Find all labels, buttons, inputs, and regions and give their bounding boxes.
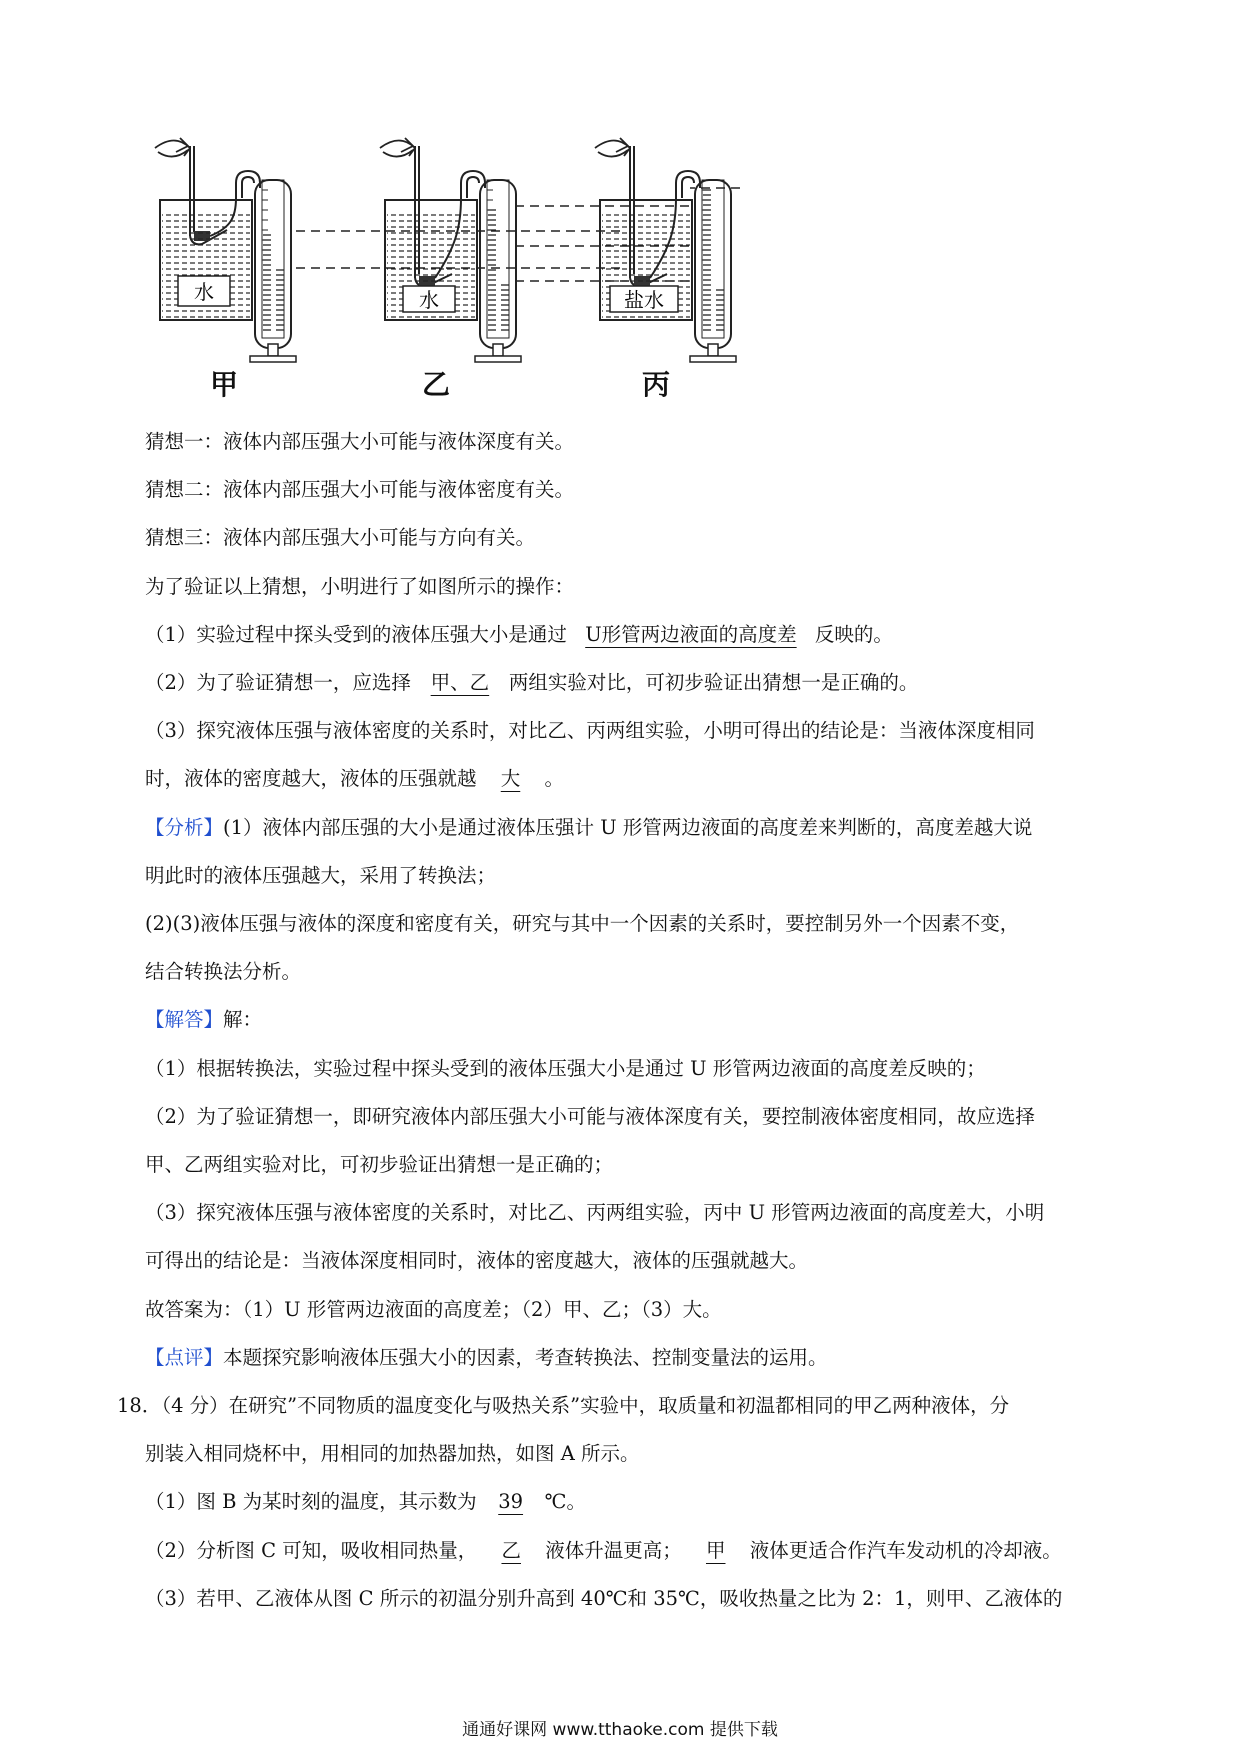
question-1: （1）实验过程中探头受到的液体压强大小是通过 U形管两边液面的高度差 反映的。 — [145, 611, 1135, 659]
question-18-line-2: 别装入相同烧杯中，用相同的加热器加热，如图 A 所示。 — [145, 1442, 640, 1466]
answer-line-1: （1）根据转换法，实验过程中探头受到的液体压强大小是通过 U 形管两边液面的高度差反映的； — [145, 1056, 986, 1080]
answer-header: 【解答】解： — [145, 1008, 263, 1032]
answer-blank-18-1: 39 — [498, 1490, 524, 1514]
answer-line-2: （2）为了验证猜想一，即研究液体内部压强大小可能与液体深度有关，要控制液体密度相同，故应选择 — [145, 1104, 1035, 1128]
question-18-line-1: 18．（4 分）在研究”不同物质的温度变化与吸热关系”实验中，取质量和初温都相同的甲乙两种液体，分 — [117, 1394, 1010, 1418]
figure-label-bing: 丙 — [642, 368, 671, 401]
question-18-part-3: （3）若甲、乙液体从图 C 所示的初温分别升高到 40℃和 35℃，吸收热量之比为 2：1，则甲、乙液体的 — [145, 1586, 1063, 1610]
svg-text:水: 水 — [194, 280, 214, 304]
answer-blank-18-2a: 乙 — [501, 1538, 521, 1562]
document-body — [117, 418, 1135, 1623]
figure-label-yi: 乙 — [422, 368, 451, 401]
question-18-part-2: （2）分析图 C 可知，吸收相同热量， 乙 液体升温更高； 甲 液体更适合作汽车发动机的冷却液。 — [145, 1527, 1135, 1575]
question-3-line-1: （3）探究液体压强与液体密度的关系时，对比乙、丙两组实验，小明可得出的结论是：当液体深度相同 — [145, 719, 1035, 743]
comment-line: 【点评】本题探究影响液体压强大小的因素，考查转换法、控制变量法的运用。 — [145, 1345, 828, 1369]
answer-blank-1: U形管两边液面的高度差 — [585, 622, 797, 646]
analysis-line-3: (2)(3)液体压强与液体的深度和密度有关，研究与其中一个因素的关系时，要控制另外一个因素不变， — [145, 912, 1020, 936]
analysis-line-2: 明此时的液体压强越大，采用了转换法； — [145, 863, 497, 887]
figure-label-jia: 甲 — [210, 368, 239, 401]
answer-blank-3: 大 — [500, 767, 521, 791]
procedure-intro: 为了验证以上猜想，小明进行了如图所示的操作： — [145, 574, 575, 598]
comment-tag: 【点评】 — [145, 1345, 224, 1369]
answer-line-5: 可得出的结论是：当液体深度相同时，液体的密度越大，液体的压强就越大。 — [145, 1249, 809, 1273]
question-2: （2）为了验证猜想一，应选择 甲、乙 两组实验对比，可初步验证出猜想一是正确的。 — [145, 659, 1135, 707]
question-18-part-1: （1）图 B 为某时刻的温度，其示数为 39 ℃。 — [145, 1478, 1135, 1526]
answer-line-4: （3）探究液体压强与液体密度的关系时，对比乙、丙两组实验，丙中 U 形管两边液面的高度差大，小明 — [145, 1201, 1045, 1225]
svg-text:盐水: 盐水 — [624, 288, 664, 312]
apparatus-diagram — [150, 128, 830, 368]
question-3-line-2: 时，液体的密度越大，液体的压强就越 大 。 — [145, 755, 1135, 803]
hypothesis-1: 猜想一：液体内部压强大小可能与液体深度有关。 — [145, 430, 575, 453]
answer-blank-2: 甲、乙 — [430, 671, 490, 695]
answer-line-3: 甲、乙两组实验对比，可初步验证出猜想一是正确的； — [145, 1153, 614, 1177]
apparatus-bing — [595, 138, 736, 362]
pressure-experiment-figure — [150, 128, 830, 403]
analysis-tag: 【分析】 — [145, 815, 224, 839]
apparatus-jia — [155, 138, 296, 362]
hypothesis-2: 猜想二：液体内部压强大小可能与液体密度有关。 — [145, 478, 575, 502]
answer-final: 故答案为：（1）U 形管两边液面的高度差；（2）甲、乙；（3）大。 — [145, 1297, 722, 1321]
svg-text:水: 水 — [419, 288, 439, 312]
analysis-line-1: 【分析】(1）液体内部压强的大小是通过液体压强计 U 形管两边液面的高度差来判断的，高度差越大说 — [145, 815, 1033, 839]
answer-blank-18-2b: 甲 — [705, 1538, 726, 1562]
apparatus-yi — [380, 138, 521, 362]
analysis-line-4: 结合转换法分析。 — [145, 960, 302, 984]
page-footer: 通通好课网 www.tthaoke.com 提供下载 — [462, 1720, 778, 1740]
answer-tag: 【解答】 — [145, 1008, 224, 1032]
hypothesis-3: 猜想三：液体内部压强大小可能与方向有关。 — [145, 526, 536, 550]
